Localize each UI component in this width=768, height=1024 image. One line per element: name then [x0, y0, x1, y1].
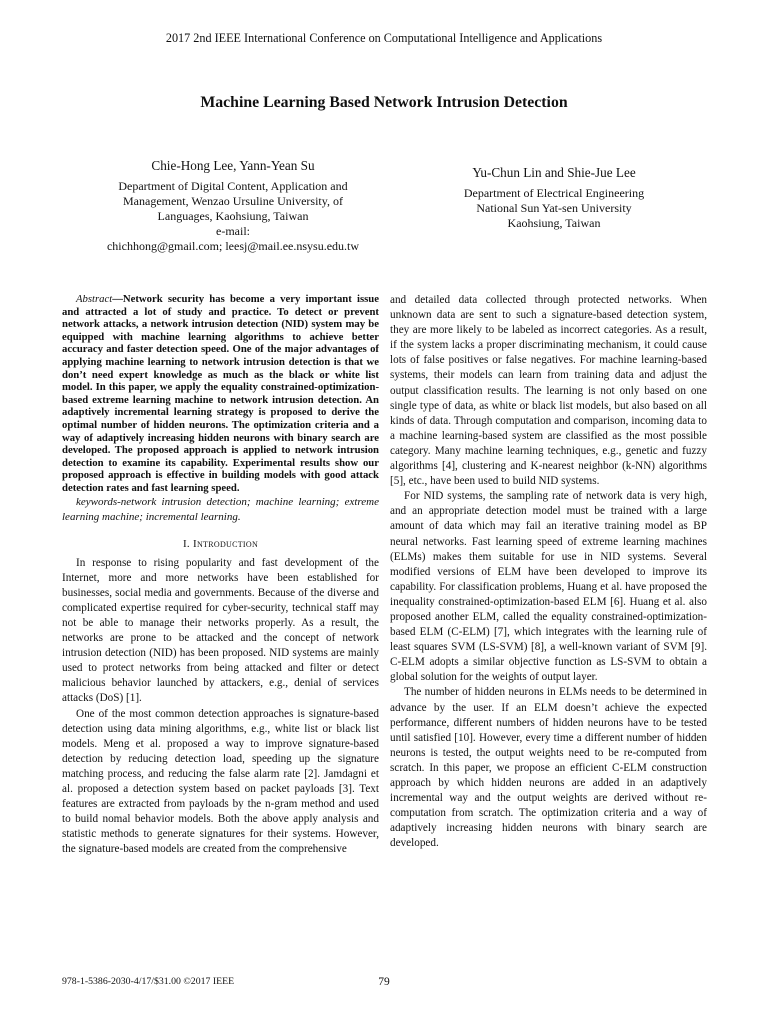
affiliation-line: National Sun Yat-sen University	[476, 201, 632, 215]
affiliation-line: Languages, Kaohsiung, Taiwan	[157, 209, 309, 223]
section-heading-introduction	[62, 537, 379, 552]
left-column	[62, 293, 379, 857]
paragraph: and detailed data collected through protected networks. When unknown data are sent to such a signature-based detection system, they are more likely to be labeled as incorrect categories. As a result, if the system lacks a proper discriminating mechanism, it could cause lots of false positives or false negatives. For machine learning-based systems, their models can learn from training data and adjust the output classification results. The learning is not only based on one single type of data, as white or black list models, but also based on all kinds of data. Through computation and comparison, incoming data to a machine learning-based system are classified as the most possible category. Many machine learning techniques, e.g., genetic and fuzzy algorithms [4], clustering and K-nearest neighbor (k-NN) algorithms [5], etc., have been used to build NID systems.	[390, 294, 707, 488]
copyright-footer: 978-1-5386-2030-4/17/$31.00 ©2017 IEEE	[62, 976, 235, 987]
email-addresses: chichhong@gmail.com; leesj@mail.ee.nsysu.edu.tw	[106, 239, 360, 253]
author-block-left	[85, 158, 381, 254]
author-names-right: Yu-Chun Lin and Shie-Jue Lee	[472, 165, 636, 180]
paragraph: In response to rising popularity and fast development of the Internet, more and more networks have been established for businesses, social media and governments. Because of the diverse and complicated expertise required for cyber-security, technical staff may not be able to manage their networks properly. As a result, the networks are prone to be attacked and the concept of network intrusion detection (NID) has been proposed. NID systems are mainly used to protect networks from being attacked and filter or detect malicious behavior launched by attackers, e.g., denial of services attacks (DoS) [1].	[62, 556, 379, 705]
affiliation-line: Management, Wenzao Ursuline University, of	[123, 194, 343, 208]
abstract-label: Abstract	[76, 293, 113, 305]
affiliation-line: Kaohsiung, Taiwan	[507, 216, 601, 230]
right-column	[390, 293, 707, 851]
abstract-dash: —	[112, 293, 123, 305]
section-title: Introduction	[193, 537, 259, 550]
conference-header: 2017 2nd IEEE International Conference on Computational Intelligence and Applications	[165, 31, 603, 45]
paragraph: One of the most common detection approaches is signature-based detection using data mining algorithms, e.g., white list or black list models. Meng et al. proposed a way to improve signature-based detection by reducing detection load, speeding up the signature matching process, and reducing the false alarm rate [2]. Jamdagni et al. proposed a detection system based on packet payloads [3]. Text features are extracted from payloads by the n-gram method and used to build nomal behavior models. Both the above apply analysis and statistic methods to generate signatures for their systems. However, the signature-based models are created from the comprehensive	[62, 707, 379, 856]
section-number: I.	[182, 537, 190, 550]
abstract-text: Network security has become a very important issue and attracted a lot of study and practice. To detect or prevent network attacks, a network intrusion detection (NID) system may be equipped with machine learning algorithms to achieve better accuracy and faster detection speed. One of the major advantages of applying machine learning to network intrusion detection is that we don’t need expert knowledge as much as the black or white list model. In this paper, we apply the equality constrained-optimization-based extreme learning machine to network intrusion detection. An adaptively incremental learning strategy is proposed to derive the optimal number of hidden neurons. The optimization criteria and a way of adaptively increasing hidden neurons with binary search are developed. The proposed approach is applied to network intrusion detection to examine its capability. Experimental results show our proposed approach is effective in building models with good attack detection rates and fast learning speed.	[62, 293, 379, 494]
affiliation-line: Department of Electrical Engineering	[463, 186, 645, 200]
paper-title: Machine Learning Based Network Intrusion Detection	[200, 94, 568, 111]
email-label: e-mail:	[216, 224, 250, 238]
author-block-right	[438, 165, 670, 231]
author-names-left: Chie-Hong Lee, Yann-Yean Su	[151, 158, 315, 173]
affiliation-line: Department of Digital Content, Application and	[118, 179, 348, 193]
abstract	[62, 293, 379, 495]
paragraph: The number of hidden neurons in ELMs needs to be determined in advance by the user. If an ELM doesn’t achieve the expected performance, different numbers of hidden neurons have to be tested until satisfied [10]. However, every time a different number of hidden neurons is tested, the output weights need to be re-computed from scratch. In this paper, we propose an efficient C-ELM construction approach by which hidden neurons are added in an adaptively incremental way and the output weights are derived without re-computation from scratch. The optimization criteria and a way of adaptively increasing hidden neurons with binary search are developed.	[390, 686, 707, 850]
paragraph: For NID systems, the sampling rate of network data is very high, and an appropriate detection model must be trained with a large amount of data which may fail an iterative training model as BP neural networks. Fast learning speed of extreme learning machines (ELMs) makes them suitable for use in NID systems. Several modified versions of ELM have been developed to improve its capability. For classification problems, Huang et al. have proposed the inequality constrained-optimization-based ELM [6]. Huang et al. also proposed another ELM, called the equality constrained-optimization-based ELM (C-ELM) [7], which integrates with the learning rule of least squares SVM (LS-SVM) [8], a well-known variant of SVM [9]. C-ELM adopts a similar objective function as LS-SVM to obtain a global solution for the weights of output layer.	[390, 490, 707, 684]
keywords: keywords-network intrusion detection; machine learning; extreme learning machine; incremental learning.	[62, 495, 379, 523]
page-number: 79	[378, 976, 390, 988]
